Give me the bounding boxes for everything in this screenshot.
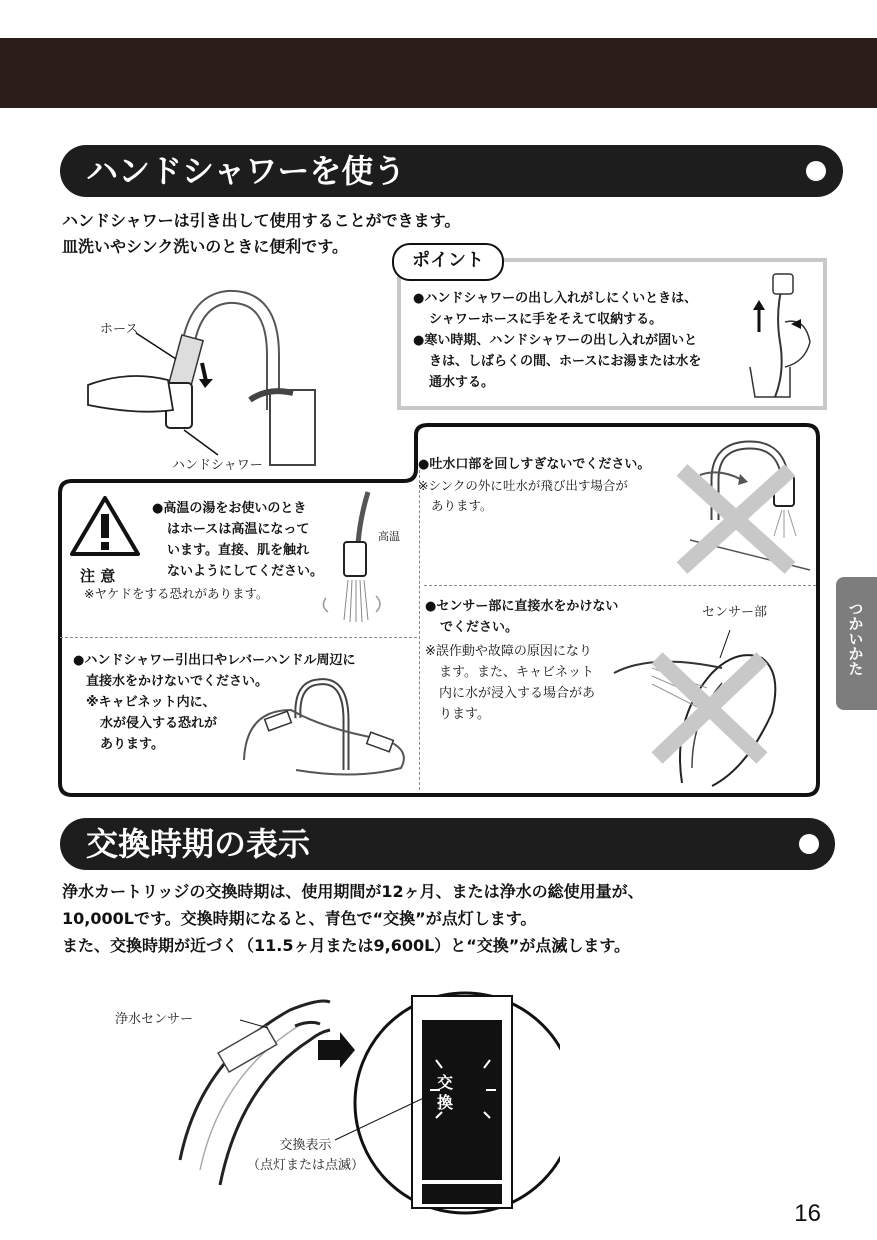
hot-label: 高温 bbox=[378, 530, 400, 543]
handle-note-2: 水が侵入する恐れが bbox=[100, 716, 218, 731]
divider-vertical bbox=[419, 470, 420, 790]
sensor-label: センサー部 bbox=[702, 605, 768, 620]
section-title-hand-shower bbox=[60, 145, 843, 197]
display-label-1: 交換表示 bbox=[279, 1138, 332, 1153]
hose-label: ホース bbox=[100, 322, 139, 337]
display-label bbox=[247, 1136, 364, 1176]
point-bullet-2-cont: きは、しばらくの間、ホースにお湯または水を bbox=[429, 354, 702, 369]
hand-shower-label: ハンドシャワー bbox=[172, 458, 263, 473]
faucet-sensor-illustration bbox=[160, 990, 560, 1215]
display-char-1: 交 bbox=[436, 1073, 453, 1092]
divider-left bbox=[60, 637, 417, 638]
intro-line-2: 皿洗いやシンク洗いのときに便利です。 bbox=[62, 237, 349, 256]
display-label-2: （点灯または点滅） bbox=[247, 1158, 365, 1173]
point-bullet-1-cont: シャワーホースに手をそえて収納する。 bbox=[429, 312, 663, 327]
page-number: 16 bbox=[794, 1200, 821, 1227]
spout-warning: ●吐水口部を回しすぎないでください。 bbox=[418, 457, 651, 472]
spout-note-2: あります。 bbox=[431, 498, 493, 513]
replacement-line-2: 10,000Lです。交換時期になると、青色で“交換”が点灯します。 bbox=[62, 909, 537, 928]
caution-label: 注 意 bbox=[80, 567, 116, 585]
water-sensor-label: 浄水センサー bbox=[115, 1012, 194, 1027]
hot-line-1: ●高温の湯をお使いのとき bbox=[152, 501, 307, 516]
hot-note: ※ヤケドをする恐れがあります。 bbox=[84, 586, 269, 601]
handle-note-1: ※キャビネット内に、 bbox=[86, 695, 216, 710]
section-title-text-2: 交換時期の表示 bbox=[86, 825, 311, 863]
replacement-text bbox=[62, 878, 644, 959]
sensor-spray-illustration bbox=[612, 618, 812, 793]
point-bullet-2-cont2: 通水する。 bbox=[429, 375, 495, 390]
handle-note-3: あります。 bbox=[100, 737, 164, 752]
replacement-line-1: 浄水カートリッジの交換時期は、使用期間が12ヶ月、または浄水の総使用量が、 bbox=[62, 882, 644, 901]
sensor-warning bbox=[425, 596, 618, 638]
header-bar bbox=[0, 38, 877, 108]
point-bullet-2: ●寒い時期、ハンドシャワーの出し入れが固いと bbox=[413, 333, 698, 348]
spout-note-1: ※シンクの外に吐水が飛び出す場合が bbox=[418, 478, 628, 493]
hot-line-3: います。直接、肌を触れ bbox=[167, 543, 309, 558]
hot-line-4: ないようにしてください。 bbox=[167, 564, 324, 579]
sensor-note-4: ります。 bbox=[439, 707, 490, 722]
sensor-note-1: ※誤作動や故障の原因になり bbox=[425, 644, 592, 659]
hot-line-2: はホースは高温になって bbox=[167, 522, 310, 537]
divider-right bbox=[424, 585, 816, 586]
point-tag: ポイント bbox=[392, 243, 504, 281]
handle-line-1: ●ハンドシャワー引出口やレバーハンドル周辺に bbox=[73, 653, 356, 668]
sensor-line-2: でください。 bbox=[440, 620, 519, 635]
sensor-line-1: ●センサー部に直接水をかけない bbox=[425, 599, 619, 614]
title-dot-icon bbox=[806, 161, 826, 181]
hot-shower-illustration bbox=[318, 488, 388, 628]
intro-line-1: ハンドシャワーは引き出して使用することができます。 bbox=[62, 211, 461, 230]
cabinet-hose-illustration bbox=[236, 670, 416, 780]
hand-holding-hose-illustration bbox=[745, 272, 820, 400]
spout-note bbox=[418, 476, 628, 516]
caution-triangle-icon bbox=[68, 494, 142, 558]
replacement-display bbox=[421, 1073, 469, 1113]
side-tab-usage[interactable] bbox=[836, 577, 877, 710]
point-bullet-1: ●ハンドシャワーの出し入れがしにくいときは、 bbox=[413, 291, 698, 306]
spout-turn-illustration bbox=[670, 440, 815, 575]
side-tab-label: つかいかた bbox=[846, 601, 865, 676]
section-title-text: ハンドシャワーを使う bbox=[86, 152, 406, 190]
point-text bbox=[413, 288, 701, 393]
replacement-line-3: また、交換時期が近づく（11.5ヶ月または9,600L）と“交換”が点滅します。 bbox=[62, 936, 631, 955]
display-char-2: 換 bbox=[436, 1093, 453, 1112]
title-dot-icon-2 bbox=[799, 834, 819, 854]
hot-water-warning bbox=[152, 498, 323, 582]
handle-line-2: 直接水をかけないでください。 bbox=[86, 674, 269, 689]
section-title-replacement bbox=[60, 818, 835, 870]
sensor-note-3: 内に水が浸入する場合があ bbox=[439, 686, 596, 701]
sensor-note bbox=[425, 641, 595, 725]
sensor-note-2: ます。また、キャビネット bbox=[439, 665, 594, 680]
